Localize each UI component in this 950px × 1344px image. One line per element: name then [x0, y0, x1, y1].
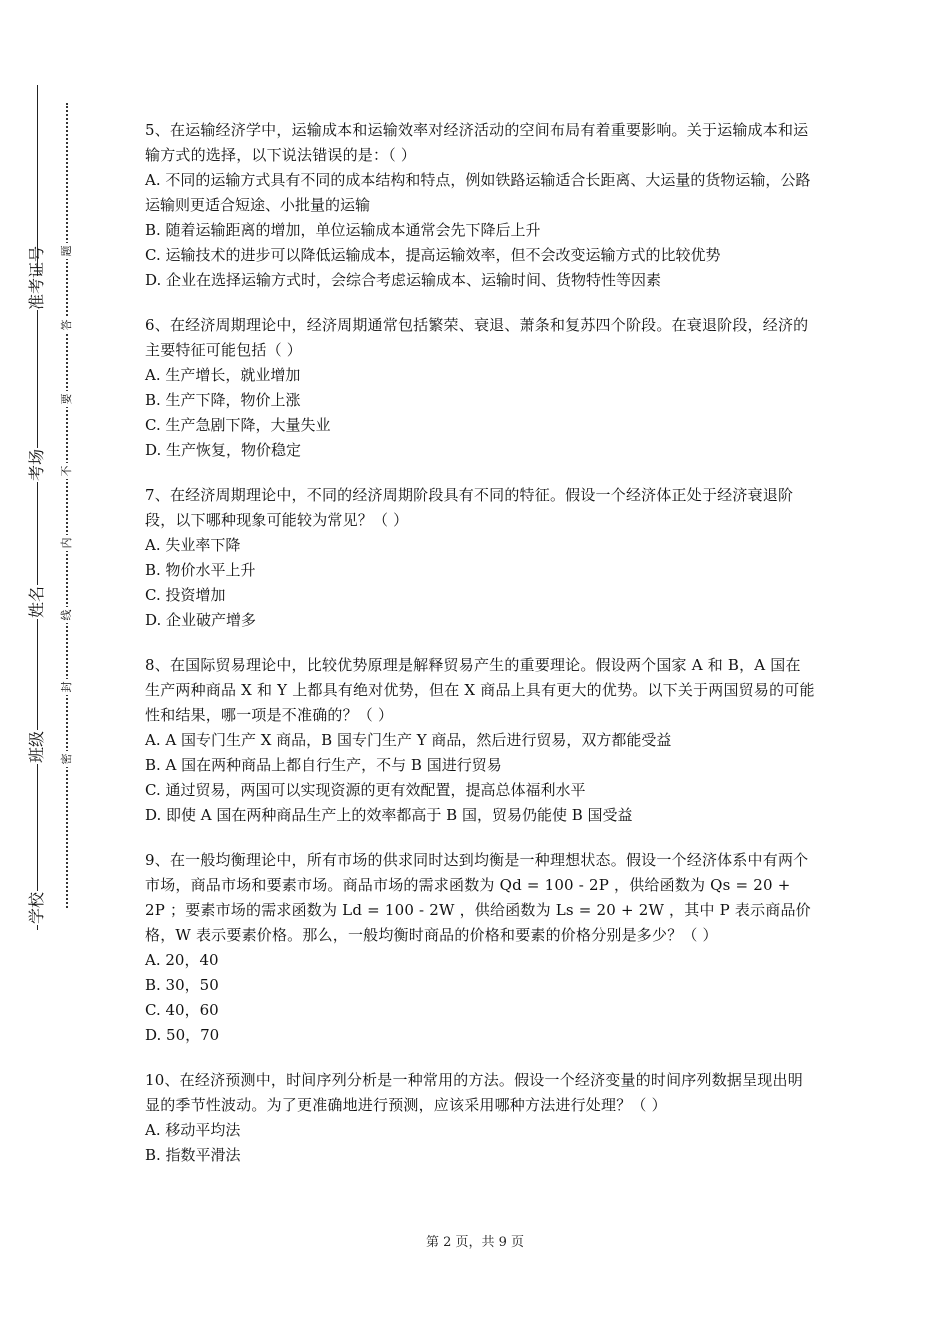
option-c: C. 运输技术的进步可以降低运输成本，提高运输效率，但不会改变运输方式的比较优势 [145, 246, 721, 264]
option-b: B. 生产下降，物价上涨 [145, 391, 301, 409]
option-d: D. 企业破产增多 [145, 611, 257, 629]
seal-char: 密 [60, 751, 74, 767]
option-b: B. 指数平滑法 [145, 1146, 241, 1164]
question-9 [145, 848, 815, 1048]
seal-char: 答 [60, 317, 74, 333]
option-b: B. 30，50 [145, 976, 219, 994]
seal-char: 封 [60, 679, 74, 695]
option-a: A. 生产增长，就业增加 [145, 366, 301, 384]
question-8 [145, 653, 815, 828]
label-exam-room: 考场 [27, 449, 46, 482]
seal-char: 不 [60, 463, 74, 479]
option-b: B. A 国在两种商品上都自行生产，不与 B 国进行贸易 [145, 756, 502, 774]
question-5 [145, 118, 815, 293]
option-b: B. 随着运输距离的增加，单位运输成本通常会先下降后上升 [145, 221, 541, 239]
label-class: 班级 [27, 731, 46, 764]
seal-dotted-line [66, 103, 68, 908]
option-b: B. 物价水平上升 [145, 561, 256, 579]
seal-char: 题 [60, 243, 74, 259]
binding-margin [0, 0, 120, 1344]
seal-char: 线 [60, 607, 74, 623]
option-c: C. 40，60 [145, 1001, 219, 1019]
question-stem: 7、在经济周期理论中，不同的经济周期阶段具有不同的特征。假设一个经济体正处于经济衰退阶段，以下哪种现象可能较为常见？（ ） [145, 486, 794, 529]
question-10 [145, 1068, 815, 1168]
option-a: A. 20，40 [145, 951, 219, 969]
page-number: 第 2 页，共 9 页 [425, 1235, 525, 1250]
label-school: 学校 [27, 892, 46, 925]
option-a: A. 移动平均法 [145, 1121, 241, 1139]
question-stem: 5、在运输经济学中，运输成本和运输效率对经济活动的空间布局有着重要影响。关于运输成本和运输方式的选择，以下说法错误的是：（ ） [145, 121, 809, 164]
binding-solid-line [37, 85, 38, 930]
option-d: D. 即使 A 国在两种商品生产上的效率都高于 B 国，贸易仍能使 B 国受益 [145, 806, 633, 824]
label-exam-id: 准考证号 [27, 245, 46, 310]
question-stem: 10、在经济预测中，时间序列分析是一种常用的方法。假设一个经济变量的时间序列数据呈现出明显的季节性波动。为了更准确地进行预测，应该采用哪种方法进行处理？（ ） [145, 1071, 803, 1114]
option-a: A. A 国专门生产 X 商品，B 国专门生产 Y 商品，然后进行贸易，双方都能受益 [145, 731, 672, 749]
option-d: D. 生产恢复，物价稳定 [145, 441, 302, 459]
label-name: 姓名 [27, 586, 46, 619]
option-c: C. 投资增加 [145, 586, 226, 604]
question-stem: 8、在国际贸易理论中，比较优势原理是解释贸易产生的重要理论。假设两个国家 A 和 B，A 国在生产两种商品 X 和 Y 上都具有绝对优势，但在 X 商品上具有更大的优势。以下关于两国贸易的可能性和结果，哪一项是不准确的？（ ） [145, 656, 815, 724]
question-7 [145, 483, 815, 633]
option-c: C. 通过贸易，两国可以实现资源的更有效配置，提高总体福利水平 [145, 781, 586, 799]
option-d: D. 50，70 [145, 1026, 220, 1044]
seal-char: 内 [60, 535, 74, 551]
seal-char: 要 [60, 391, 74, 407]
option-d: D. 企业在选择运输方式时，会综合考虑运输成本、运输时间、货物特性等因素 [145, 271, 662, 289]
question-stem: 6、在经济周期理论中，经济周期通常包括繁荣、衰退、萧条和复苏四个阶段。在衰退阶段，经济的主要特征可能包括（ ） [145, 316, 809, 359]
question-6 [145, 313, 815, 463]
option-a: A. 不同的运输方式具有不同的成本结构和特点，例如铁路运输适合长距离、大运量的货物运输，公路运输则更适合短途、小批量的运输 [145, 171, 811, 214]
option-a: A. 失业率下降 [145, 536, 241, 554]
question-stem: 9、在一般均衡理论中，所有市场的供求同时达到均衡是一种理想状态。假设一个经济体系中有两个市场，商品市场和要素市场。商品市场的需求函数为 Qd = 100 - 2P ，供给函数为 Qs = 20 + 2P ；要素市场的需求函数为 Ld = 100 - 2W ，供给函数为 Ls = 20 + 2W ，其中 P 表示商品价格，W 表示要素价格。那么，一般均衡时商品的价格和要素的价格分别是多少？（ ） [145, 851, 811, 944]
question-list [145, 118, 815, 1188]
option-c: C. 生产急剧下降，大量失业 [145, 416, 331, 434]
